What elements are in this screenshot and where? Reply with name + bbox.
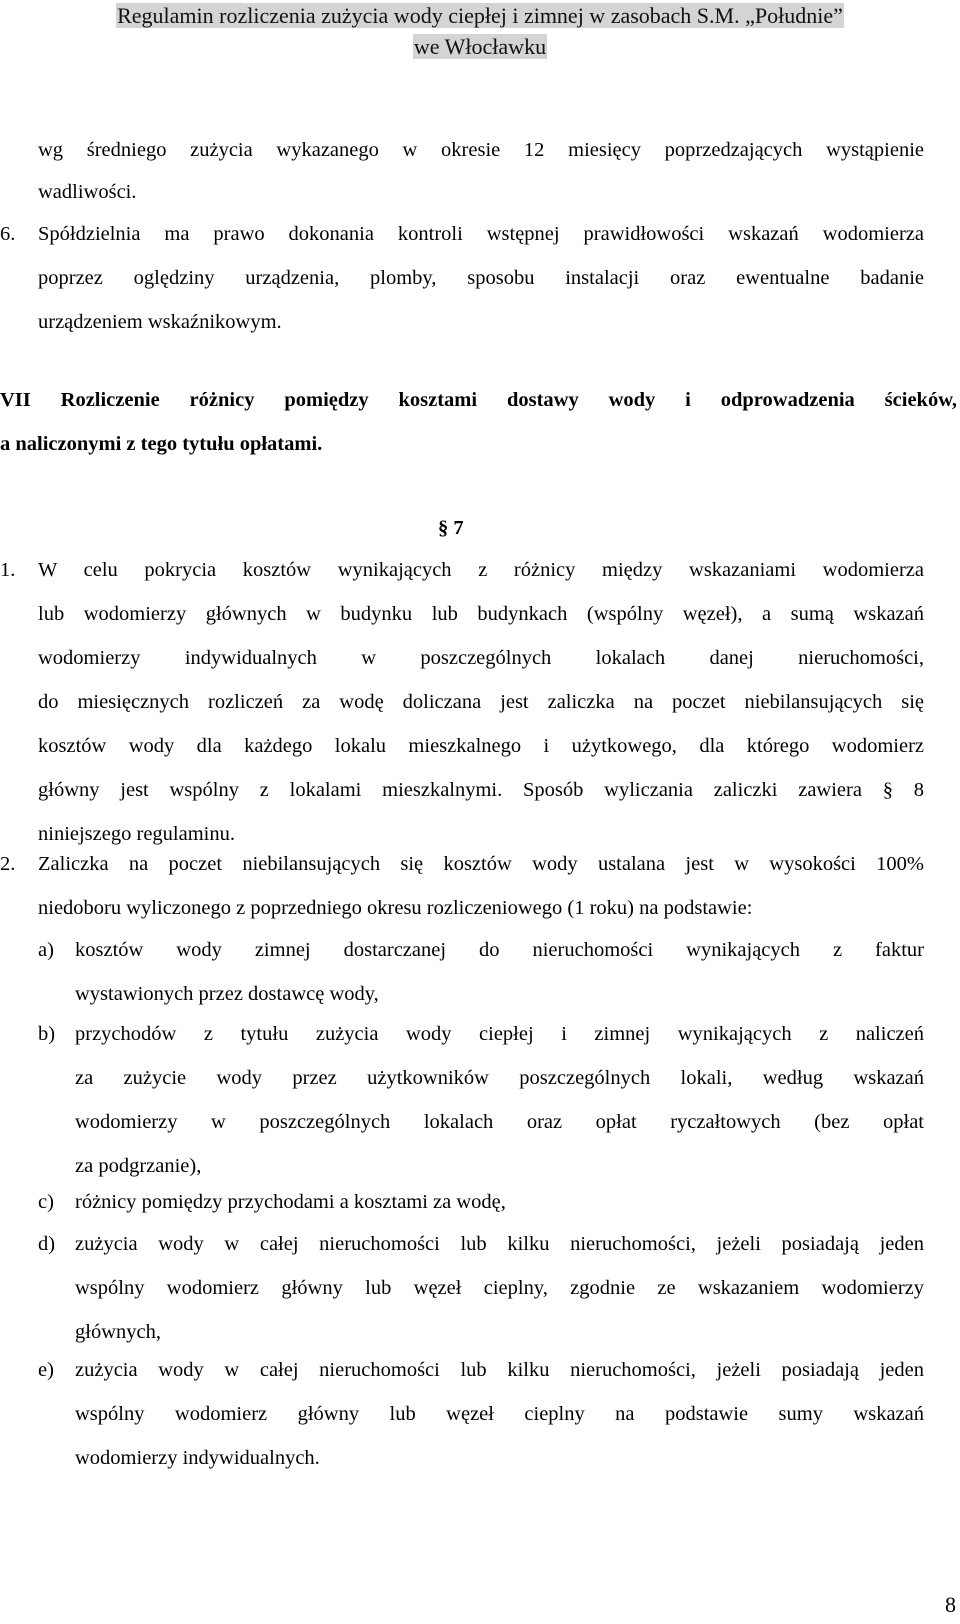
item-6-paragraph bbox=[38, 212, 924, 344]
text-line: wystawionych przez dostawcę wody, bbox=[75, 983, 379, 1005]
item-number: 1. bbox=[0, 559, 16, 581]
text-line: Zaliczka na poczet niebilansujących się kosztów wody ustalana jest w wysokości 100% bbox=[38, 853, 924, 875]
paragraph-mark: § 7 bbox=[438, 517, 464, 539]
text-line: wspólny wodomierz główny lub węzeł cieplny na podstawie sumy wskazań bbox=[75, 1403, 924, 1425]
list-item bbox=[75, 1012, 924, 1188]
item-number: 6. bbox=[0, 223, 16, 245]
header-line-2: we Włocławku bbox=[413, 34, 547, 59]
list-label: a) bbox=[38, 939, 54, 961]
list-label: e) bbox=[38, 1359, 54, 1381]
heading-line-2: a naliczonymi z tego tytułu opłatami. bbox=[0, 433, 323, 455]
text-line: niedoboru wyliczonego z poprzedniego okresu rozliczeniowego (1 roku) na podstawie: bbox=[38, 897, 753, 919]
text-line: W celu pokrycia kosztów wynikających z różnicy między wskazaniami wodomierza bbox=[38, 559, 924, 581]
text-line: poprzez oględziny urządzenia, plomby, sposobu instalacji oraz ewentualne badanie bbox=[38, 267, 924, 289]
text-line: lub wodomierzy głównych w budynku lub budynkach (wspólny węzeł), a sumą wskazań bbox=[38, 603, 924, 625]
text-line: wg średniego zużycia wykazanego w okresie 12 miesięcy poprzedzających wystąpienie bbox=[38, 139, 924, 161]
page-number: 8 bbox=[945, 1592, 956, 1617]
text-line: wodomierzy w poszczególnych lokalach oraz opłat ryczałtowych (bez opłat bbox=[75, 1111, 924, 1133]
text-line: niniejszego regulaminu. bbox=[38, 823, 235, 845]
text-line: wodomierzy indywidualnych w poszczególnych lokalach danej nieruchomości, bbox=[38, 647, 924, 669]
header-line-1: Regulamin rozliczenia zużycia wody ciepłej i zimnej w zasobach S.M. „Południe” bbox=[117, 3, 843, 28]
list-item bbox=[75, 1348, 924, 1480]
list-item bbox=[75, 1180, 924, 1224]
section-heading bbox=[0, 378, 957, 466]
text-line: kosztów wody dla każdego lokalu mieszkalnego i użytkowego, dla którego wodomierz bbox=[38, 735, 924, 757]
text-line: główny jest wspólny z lokalami mieszkalnymi. Sposób wyliczania zaliczki zawiera § 8 bbox=[38, 779, 924, 801]
text-line: różnicy pomiędzy przychodami a kosztami za wodę, bbox=[75, 1191, 506, 1213]
text-line: urządzeniem wskaźnikowym. bbox=[38, 311, 282, 333]
text-line: za podgrzanie), bbox=[75, 1155, 202, 1177]
text-line: do miesięcznych rozliczeń za wodę doliczana jest zaliczka na poczet niebilansujących się bbox=[38, 691, 924, 713]
text-line: za zużycie wody przez użytkowników poszczególnych lokali, według wskazań bbox=[75, 1067, 924, 1089]
page-header bbox=[0, 0, 960, 62]
list-label: b) bbox=[38, 1023, 56, 1045]
text-line: wadliwości. bbox=[38, 181, 137, 203]
point-1-paragraph bbox=[38, 548, 924, 856]
list-label: d) bbox=[38, 1233, 56, 1255]
text-line: wodomierzy indywidualnych. bbox=[75, 1447, 320, 1469]
list-item bbox=[75, 1222, 924, 1354]
intro-paragraph bbox=[38, 128, 924, 216]
point-2-paragraph bbox=[38, 842, 924, 930]
text-line: zużycia wody w całej nieruchomości lub kilku nieruchomości, jeżeli posiadają jeden bbox=[75, 1233, 924, 1255]
list-label: c) bbox=[38, 1191, 54, 1213]
item-number: 2. bbox=[0, 853, 16, 875]
text-line: zużycia wody w całej nieruchomości lub kilku nieruchomości, jeżeli posiadają jeden bbox=[75, 1359, 924, 1381]
text-line: kosztów wody zimnej dostarczanej do nieruchomości wynikających z faktur bbox=[75, 939, 924, 961]
text-line: Spółdzielnia ma prawo dokonania kontroli wstępnej prawidłowości wskazań wodomierza bbox=[38, 223, 924, 245]
text-line: wspólny wodomierz główny lub węzeł cieplny, zgodnie ze wskazaniem wodomierzy bbox=[75, 1277, 924, 1299]
text-line: głównych, bbox=[75, 1321, 161, 1343]
list-item bbox=[75, 928, 924, 1016]
heading-line-1: VII Rozliczenie różnicy pomiędzy kosztami dostawy wody i odprowadzenia ścieków, bbox=[0, 389, 957, 411]
text-line: przychodów z tytułu zużycia wody ciepłej i zimnej wynikających z naliczeń bbox=[75, 1023, 924, 1045]
